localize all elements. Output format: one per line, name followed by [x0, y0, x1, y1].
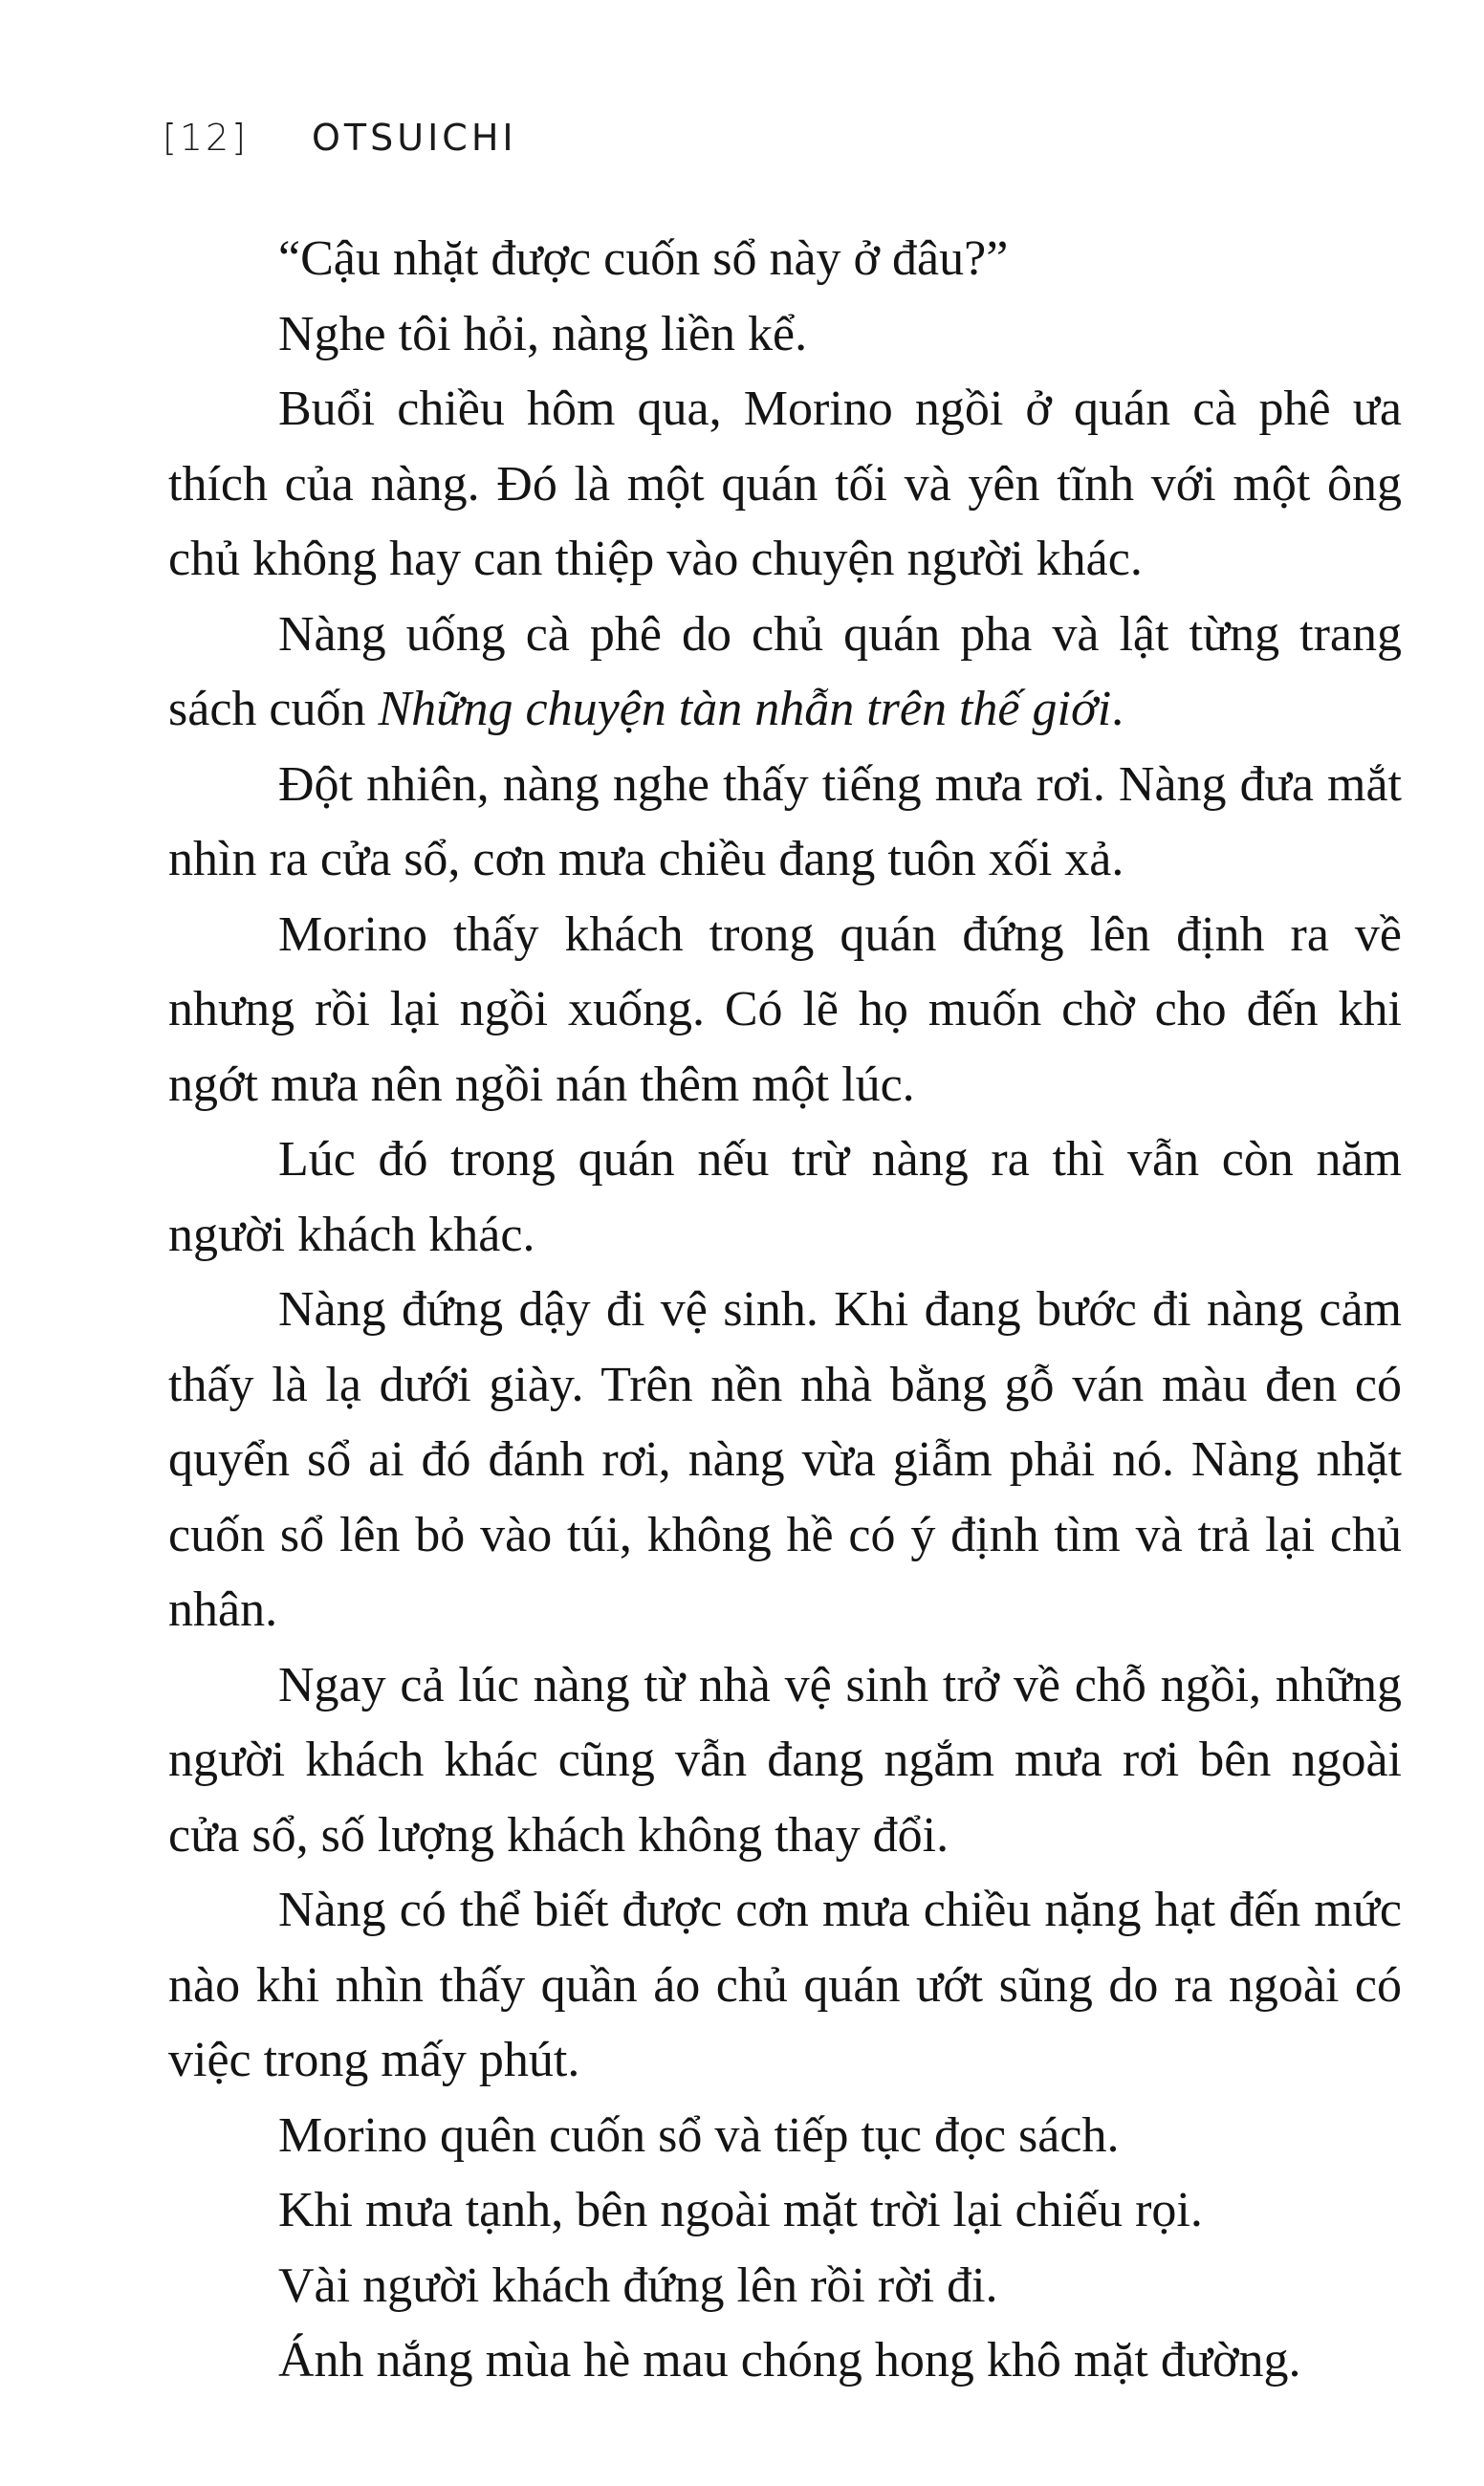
paragraph: Nghe tôi hỏi, nàng liền kể. — [278, 306, 808, 361]
paragraph: Buổi chiều hôm qua, Morino ngồi ở quán cà phê ưa thích của nàng. Đó là một quán tối và yên tĩnh với một ông chủ không hay can thiệp vào chuyện người khác. — [168, 382, 1402, 586]
paragraph — [168, 598, 1402, 748]
paragraph: Ánh nắng mùa hè mau chóng hong khô mặt đường. — [278, 2333, 1301, 2388]
paragraph-text: Nàng uống cà phê do chủ quán pha và lật từng trang sách cuốn — [168, 606, 1402, 736]
paragraph-text: . — [1111, 682, 1124, 736]
body-text — [168, 222, 1402, 2399]
paragraph: Nàng có thể biết được cơn mưa chiều nặng hạt đến mức nào khi nhìn thấy quần áo chủ quán ướt sũng do ra ngoài có việc trong mấy phút. — [168, 1883, 1402, 2087]
paragraph: Nàng đứng dậy đi vệ sinh. Khi đang bước đi nàng cảm thấy là lạ dưới giày. Trên nền nhà bằng gỗ ván màu đen có quyển sổ ai đó đánh rơi, nàng vừa giẫm phải nó. Nàng nhặt cuốn sổ lên bỏ vào túi, không hề có ý định tìm và trả lại chủ nhân. — [168, 1282, 1402, 1637]
paragraph: Ngay cả lúc nàng từ nhà vệ sinh trở về chỗ ngồi, những người khách khác cũng vẫn đang ngắm mưa rơi bên ngoài cửa sổ, số lượng khách không thay đổi. — [168, 1657, 1402, 1863]
paragraph: Morino thấy khách trong quán đứng lên định ra về nhưng rồi lại ngồi xuống. Có lẽ họ muốn chờ cho đến khi ngớt mưa nên ngồi nán thêm một lúc. — [168, 906, 1402, 1112]
paragraph: Lúc đó trong quán nếu trừ nàng ra thì vẫn còn năm người khách khác. — [168, 1132, 1402, 1262]
paragraph: Khi mưa tạnh, bên ngoài mặt trời lại chiếu rọi. — [278, 2183, 1203, 2237]
paragraph: “Cậu nhặt được cuốn sổ này ở đâu?” — [278, 231, 1009, 286]
page-number: [12] — [163, 117, 250, 159]
paragraph: Morino quên cuốn sổ và tiếp tục đọc sách. — [278, 2107, 1120, 2163]
author-name: OTSUICHI — [312, 117, 517, 159]
paragraph: Vài người khách đứng lên rồi rời đi. — [278, 2257, 998, 2313]
paragraph: Đột nhiên, nàng nghe thấy tiếng mưa rơi. Nàng đưa mắt nhìn ra cửa sổ, cơn mưa chiều đang tuôn xối xả. — [168, 756, 1402, 886]
book-title: Những chuyện tàn nhẫn trên thế giới — [378, 682, 1112, 736]
running-head — [163, 117, 517, 159]
